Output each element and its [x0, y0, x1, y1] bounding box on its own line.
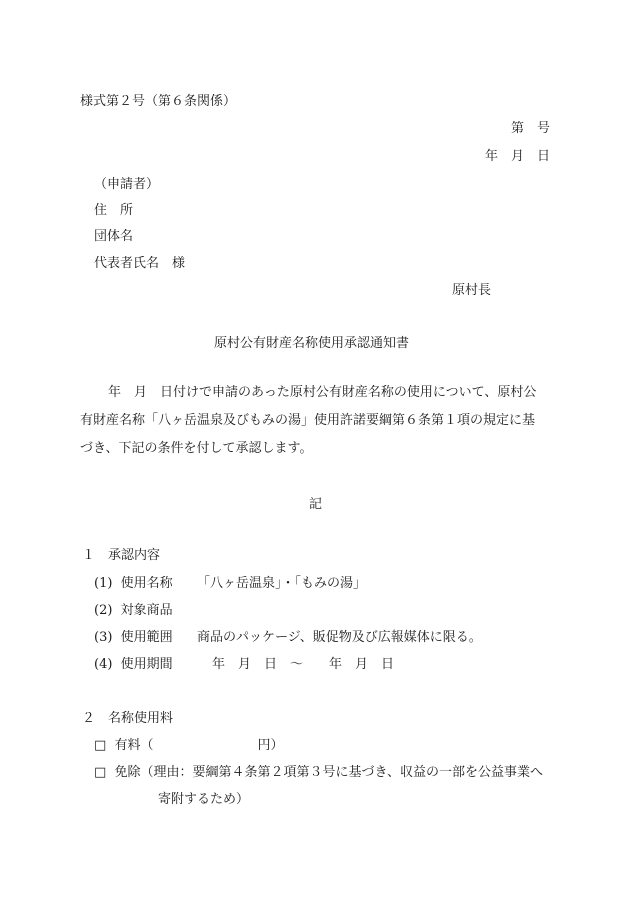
form-label: 様式第２号（第６条関係） [80, 94, 237, 109]
doc-number: 第 号 [510, 121, 550, 136]
fee-exempt-reason-cont: 寄附するため） [158, 792, 250, 807]
body-line-3: づき、下記の条件を付して承認します。 [80, 441, 313, 456]
ki-heading: 記 [309, 497, 323, 512]
section1-heading: １ 承認内容 [82, 548, 161, 563]
representative-label: 代表者氏名 様 [94, 256, 186, 271]
item-4-label: (4) 使用期間 [94, 657, 173, 672]
item-4-value: 年 月 日 ～ 年 月 日 [212, 657, 395, 672]
body-line-2: 有財産名称「八ヶ岳温泉及びもみの湯」使用許諾要綱第６条第１項の規定に基 [80, 413, 536, 428]
document-title: 原村公有財産名称使用承認通知書 [214, 336, 410, 351]
item-3-value: 商品のパッケージ、販促物及び広報媒体に限る。 [197, 630, 482, 645]
item-1-value: 「八ヶ岳温泉」・「もみの湯」 [197, 576, 367, 591]
doc-date: 年 月 日 [484, 149, 550, 164]
item-2-label: (2) 対象商品 [94, 603, 173, 618]
body-line-1: 年 月 日付けで申請のあった原村公有財産名称の使用について、原村公 [108, 385, 537, 400]
item-3-label: (3) 使用範囲 [94, 630, 173, 645]
applicant-heading: （申請者） [94, 177, 160, 192]
section2-heading: ２ 名称使用料 [82, 711, 174, 726]
address-label: 住 所 [94, 203, 134, 218]
org-label: 団体名 [94, 229, 134, 244]
issuer: 原村長 [452, 283, 492, 298]
item-1-label: (1) 使用名称 [94, 576, 173, 591]
fee-paid-option: □ 有料（ 円） [94, 738, 284, 753]
fee-exempt-option: □ 免除（理由：要綱第４条第２項第３号に基づき、収益の一部を公益事業へ [94, 765, 544, 780]
